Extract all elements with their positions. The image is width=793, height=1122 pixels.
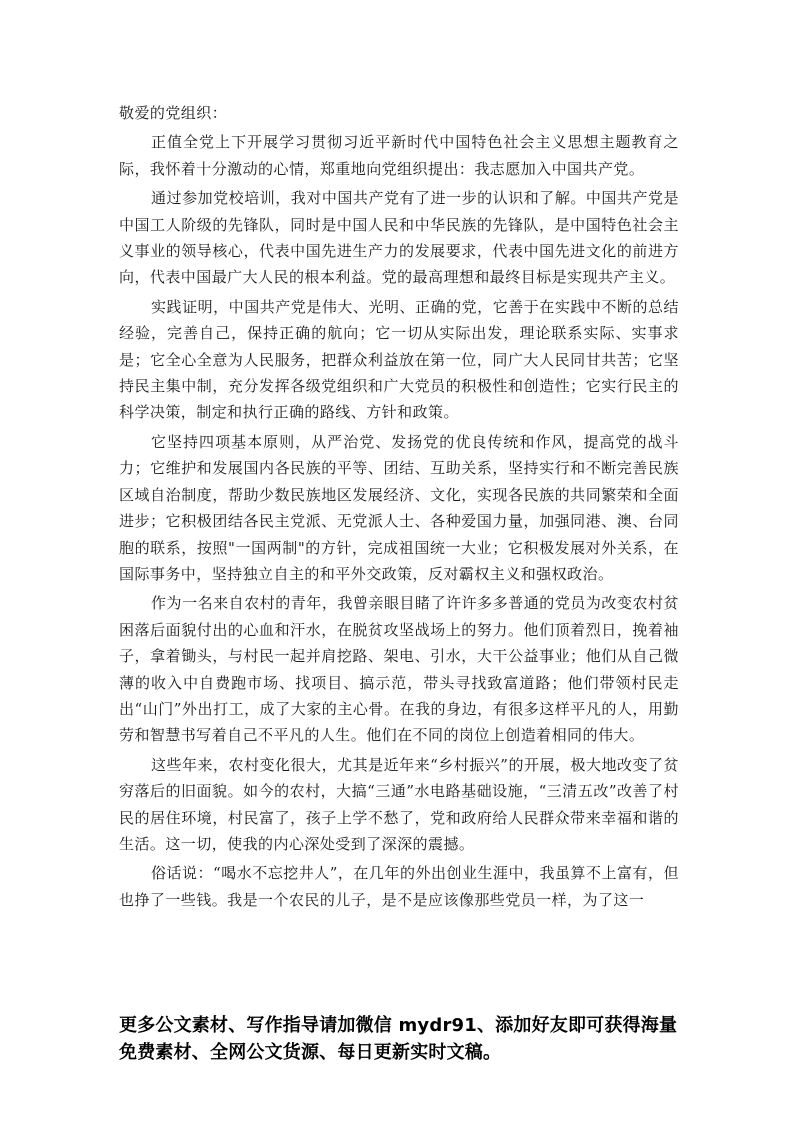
paragraph-rural-change: 这些年来，农村变化很大，尤其是近年来“乡村振兴”的开展，极大地改变了贫穷落后的旧面貌。如今的农村，大搞“三通”水电路基础设施，“三清五改”改善了村民的居住环境，村民富了，孩子上学不愁了，党和政府给人民群众带来幸福和谐的生活。这一切，使我的内心深处受到了深深的震撼。 <box>119 755 679 853</box>
paragraph-intro: 正值全党上下开展学习贯彻习近平新时代中国特色社会主义思想主题教育之际，我怀着十分激动的心情，郑重地向党组织提出：我志愿加入中国共产党。 <box>119 133 679 178</box>
paragraph-four-principles: 它坚持四项基本原则，从严治党、发扬党的优良传统和作风，提高党的战斗力；它维护和发展国内各民族的平等、团结、互助关系，坚持实行和不断完善民族区域自治制度，帮助少数民族地区发展经济、文化，实现各民族的共同繁荣和全面进步；它积极团结各民主党派、无党派人士、各种爱国力量，加强同港、澳、台同胞的联系，按照"一国两制"的方针，完成祖国统一大业；它积极发展对外关系，在国际事务中，坚持独立自主的和平外交政策，反对霸权主义和强权政治。 <box>119 432 679 583</box>
paragraph-proverb: 俗话说：“喝水不忘挖井人”，在几年的外出创业生涯中，我虽算不上富有，但也挣了一些钱。我是一个农民的儿子，是不是应该像那些党员一样，为了这一 <box>119 864 679 909</box>
paragraph-party-understanding: 通过参加党校培训，我对中国共产党有了进一步的认识和了解。中国共产党是中国工人阶级的先锋队，同时是中国人民和中华民族的先锋队，是中国特色社会主义事业的领导核心，代表中国先进生产力的发展要求，代表中国先进文化的前进方向，代表中国最广大人民的根本利益。党的最高理想和最终目标是实现共产主义。 <box>119 189 679 287</box>
letter-body <box>119 100 679 916</box>
salutation: 敬爱的党组织： <box>119 104 228 122</box>
paragraph-rural-youth: 作为一名来自农村的青年，我曾亲眼目睹了许许多多普通的党员为改变农村贫困落后面貌付出的心血和汗水，在脱贫攻坚战场上的努力。他们顶着烈日，挽着袖子，拿着锄头，与村民一起并肩挖路、架电、引水，大干公益事业；他们从自己微薄的收入中自费跑市场、找项目、搞示范，带头寻找致富道路；他们带领村民走出“山门”外出打工，成了大家的主心骨。在我的身边，有很多这样平凡的人，用勤劳和智慧书写着自己不平凡的人生。他们在不同的岗位上创造着相同的伟大。 <box>119 594 679 745</box>
paragraph-practice-proves: 实践证明，中国共产党是伟大、光明、正确的党，它善于在实践中不断的总结经验，完善自己，保持正确的航向；它一切从实际出发，理论联系实际、实事求是；它全心全意为人民服务，把群众利益放在第一位，同广大人民同甘共苦；它坚持民主集中制，充分发挥各级党组织和广大党员的积极性和创造性；它实行民主的科学决策，制定和执行正确的路线、方针和政策。 <box>119 297 679 422</box>
footer-advertisement: 更多公文素材、写作指导请加微信 mydr91、添加好友即可获得海量免费素材、全网公文货源、每日更新实时文稿。 <box>119 1015 678 1063</box>
